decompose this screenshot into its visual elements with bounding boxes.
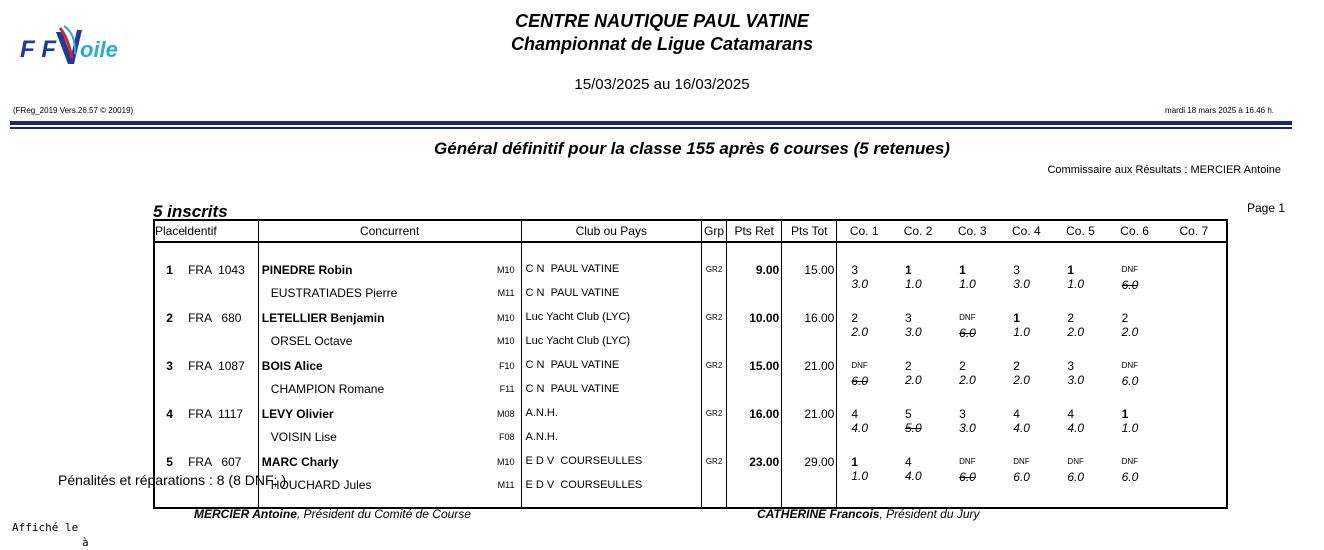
row-pts-tot: 21.00 [782, 355, 837, 403]
row-skipper [258, 355, 521, 379]
table-row [154, 307, 1227, 331]
row-pts-tot: 29.00 [782, 451, 837, 499]
race-score: 1.0 [959, 277, 976, 291]
row-place: 1 [166, 263, 173, 277]
race-cell [945, 355, 999, 403]
race-cell [1108, 259, 1162, 307]
skipper-category: M10 [497, 313, 515, 323]
race-cell-empty [1162, 355, 1227, 403]
col-co3: Co. 3 [945, 220, 999, 242]
header-divider [10, 121, 1292, 125]
race-cell [891, 451, 945, 499]
affiche-le [12, 520, 89, 550]
race-cell [1053, 259, 1107, 307]
row-group: GR2 [702, 307, 727, 355]
race-place: 2 [1013, 359, 1020, 373]
jury-signature [757, 507, 980, 521]
crew-club: E D V COURSEULLES [521, 475, 702, 499]
col-co7: Co. 7 [1162, 220, 1227, 242]
table-header [154, 220, 1227, 242]
skipper-category: M10 [497, 457, 515, 467]
crew-club: Luc Yacht Club (LYC) [521, 331, 702, 355]
row-place: 4 [166, 407, 173, 421]
row-crew [258, 331, 521, 355]
race-score: 2.0 [1121, 325, 1139, 339]
race-place: 1 [959, 263, 966, 277]
race-place: 3 [851, 263, 859, 277]
race-score: 2.0 [1013, 373, 1030, 387]
race-score: 6.0 [1067, 470, 1085, 484]
race-cell [891, 355, 945, 403]
race-score: 4.0 [1067, 421, 1085, 435]
race-place: 1 [905, 263, 912, 277]
col-grp: Grp [702, 220, 727, 242]
race-place: 4 [1013, 407, 1020, 421]
crew-category: F11 [499, 384, 515, 394]
race-cell [837, 451, 891, 499]
svg-text:FF: FF [20, 36, 56, 63]
race-place: DNF [851, 361, 868, 370]
race-score: 2.0 [905, 373, 922, 387]
row-pts-ret: 9.00 [727, 259, 782, 307]
crew-category: M11 [497, 480, 515, 490]
table-row [154, 259, 1227, 283]
race-place: 4 [1067, 407, 1075, 421]
race-cell [999, 307, 1053, 355]
page-number: Page 1 [1247, 201, 1286, 215]
race-score: 3.0 [851, 277, 869, 291]
race-cell [1053, 403, 1107, 451]
race-place: 2 [959, 359, 966, 373]
row-crew [258, 379, 521, 403]
col-concurrent: Concurrent [258, 220, 521, 242]
inscrits-count: 5 inscrits [153, 202, 228, 221]
race-score: 6.0 [851, 374, 869, 388]
race-cell [1053, 355, 1107, 403]
row-identif-text: FRA 680 [188, 311, 242, 325]
race-score: 4.0 [1013, 421, 1030, 435]
race-place: 1 [1121, 407, 1129, 421]
skipper-name: LETELLIER Benjamin [261, 311, 385, 325]
results-table [153, 219, 1228, 509]
race-score: 2.0 [1067, 325, 1085, 339]
race-committee-signature [194, 507, 471, 521]
row-identif [184, 307, 258, 355]
race-place: DNF [1067, 457, 1084, 466]
race-cell [1108, 403, 1162, 451]
race-place: DNF [1121, 457, 1139, 466]
row-place: 2 [166, 311, 173, 325]
crew-club: C N PAUL VATINE [521, 379, 702, 403]
event-title: CENTRE NAUTIQUE PAUL VATINE [515, 11, 809, 31]
race-place: DNF [1013, 457, 1030, 466]
race-cell [945, 451, 999, 499]
affiche-line1: Affiché le [12, 521, 79, 534]
race-place: 2 [905, 359, 912, 373]
commissaire: Commissaire aux Résultats : MERCIER Antoine [1047, 164, 1281, 176]
row-pts-tot: 16.00 [782, 307, 837, 355]
print-date: mardi 18 mars 2025 à 16.46 h. [1165, 106, 1274, 115]
race-cell-empty [1162, 451, 1227, 499]
race-place: 4 [905, 455, 912, 469]
affiche-line2: à [82, 536, 89, 549]
race-score: 6.0 [1121, 374, 1139, 388]
crew-category: M10 [497, 336, 515, 346]
race-place: 1 [851, 455, 859, 469]
skipper-name: MARC Charly [261, 455, 339, 469]
race-place: DNF [959, 313, 976, 322]
col-co6: Co. 6 [1108, 220, 1162, 242]
software-version: (FReg_2019 Vers.26.57 © 20019) [13, 106, 134, 115]
race-place: 3 [905, 311, 912, 325]
race-cell [1053, 451, 1107, 499]
race-place: 4 [851, 407, 859, 421]
skipper-name: PINEDRE Robin [261, 263, 353, 277]
race-place: DNF [959, 457, 976, 466]
race-cell [891, 259, 945, 307]
row-crew [258, 427, 521, 451]
row-identif [184, 355, 258, 403]
row-identif-text: FRA 1043 [188, 263, 245, 277]
sig2-name: CATHERINE Francois [757, 507, 880, 521]
race-score: 6.0 [1013, 470, 1030, 484]
race-score: 5.0 [905, 421, 922, 435]
race-place: 3 [1067, 359, 1075, 373]
col-pts-ret: Pts Ret [727, 220, 782, 242]
race-cell [891, 403, 945, 451]
row-identif [184, 403, 258, 451]
table-row [154, 403, 1227, 427]
svg-text:oile: oile [80, 37, 118, 62]
skipper-category: F10 [499, 361, 515, 371]
row-identif [184, 259, 258, 307]
race-score: 3.0 [1013, 277, 1030, 291]
crew-name: HOUCHARD Jules [270, 478, 372, 492]
sig1-name: MERCIER Antoine [194, 507, 297, 521]
skipper-club: E D V COURSEULLES [521, 451, 702, 475]
race-score: 1.0 [905, 277, 922, 291]
race-place: 5 [905, 407, 912, 421]
race-place: 2 [851, 311, 859, 325]
race-cell-empty [1162, 307, 1227, 355]
row-place: 5 [166, 455, 173, 469]
header-divider-thin [10, 127, 1292, 129]
race-place: 1 [1013, 311, 1020, 325]
event-dates: 15/03/2025 au 16/03/2025 [574, 76, 750, 93]
col-club: Club ou Pays [521, 220, 702, 242]
race-cell [837, 307, 891, 355]
crew-category: M11 [497, 288, 515, 298]
race-score: 3.0 [1067, 373, 1085, 387]
race-score: 6.0 [1121, 278, 1139, 292]
race-place: 2 [1121, 311, 1129, 325]
row-pts-ret: 16.00 [727, 403, 782, 451]
row-skipper [258, 451, 521, 475]
race-place: DNF [1121, 265, 1139, 274]
race-score: 4.0 [851, 421, 869, 435]
race-score: 4.0 [905, 469, 922, 483]
row-pts-ret: 23.00 [727, 451, 782, 499]
skipper-name: BOIS Alice [261, 359, 323, 373]
col-co4: Co. 4 [999, 220, 1053, 242]
results-title: Général définitif pour la classe 155 après 6 courses (5 retenues) [434, 139, 950, 158]
race-score: 2.0 [851, 325, 869, 339]
row-skipper [258, 403, 521, 427]
crew-category: F08 [499, 432, 515, 442]
race-cell [945, 307, 999, 355]
row-identif-text: FRA 1087 [188, 359, 245, 373]
skipper-club: A.N.H. [521, 403, 702, 427]
row-pts-tot: 15.00 [782, 259, 837, 307]
race-cell [999, 355, 1053, 403]
race-cell [1053, 307, 1107, 355]
row-identif-text: FRA 1117 [188, 407, 243, 421]
crew-club: C N PAUL VATINE [521, 283, 702, 307]
race-cell-empty [1162, 259, 1227, 307]
skipper-category: M10 [497, 265, 515, 275]
race-score: 1.0 [1067, 277, 1085, 291]
race-place: 3 [959, 407, 966, 421]
crew-name: EUSTRATIADES Pierre [270, 286, 398, 300]
race-cell [837, 259, 891, 307]
race-place: 2 [1067, 311, 1075, 325]
row-place: 3 [166, 359, 173, 373]
sig2-role: , Président du Jury [879, 507, 980, 521]
col-identif: Identif [184, 220, 258, 242]
race-cell [837, 355, 891, 403]
crew-club: A.N.H. [521, 427, 702, 451]
race-score: 3.0 [959, 421, 976, 435]
row-pts-ret: 10.00 [727, 307, 782, 355]
skipper-club: C N PAUL VATINE [521, 259, 702, 283]
row-group: GR2 [702, 355, 727, 403]
row-pts-ret: 15.00 [727, 355, 782, 403]
race-cell [1108, 307, 1162, 355]
table-row [154, 355, 1227, 379]
race-cell [999, 259, 1053, 307]
race-score: 6.0 [1121, 470, 1139, 484]
skipper-club: Luc Yacht Club (LYC) [521, 307, 702, 331]
race-score: 1.0 [1013, 325, 1030, 339]
col-co2: Co. 2 [891, 220, 945, 242]
row-crew [258, 283, 521, 307]
event-subtitle: Championnat de Ligue Catamarans [510, 34, 814, 54]
race-place: 3 [1013, 263, 1020, 277]
col-co5: Co. 5 [1053, 220, 1107, 242]
row-identif-text: FRA 607 [188, 455, 242, 469]
col-pts-tot: Pts Tot [782, 220, 837, 242]
race-score: 6.0 [959, 470, 976, 484]
table-row [154, 451, 1227, 475]
row-pts-tot: 21.00 [782, 403, 837, 451]
race-score: 2.0 [959, 373, 976, 387]
skipper-category: M08 [497, 409, 515, 419]
race-cell [999, 451, 1053, 499]
race-cell [945, 403, 999, 451]
race-place: DNF [1121, 361, 1139, 370]
race-cell [999, 403, 1053, 451]
row-skipper [258, 307, 521, 331]
col-place: Place [154, 220, 184, 242]
sig1-role: , Président du Comité de Course [296, 507, 471, 521]
race-score: 1.0 [1121, 421, 1139, 435]
row-group: GR2 [702, 403, 727, 451]
race-cell [945, 259, 999, 307]
crew-name: VOISIN Lise [270, 430, 337, 444]
crew-name: ORSEL Octave [270, 334, 353, 348]
race-cell [1108, 355, 1162, 403]
race-score: 6.0 [959, 326, 976, 340]
race-cell [837, 403, 891, 451]
row-skipper [258, 259, 521, 283]
skipper-club: C N PAUL VATINE [521, 355, 702, 379]
row-group: GR2 [702, 451, 727, 499]
skipper-name: LEVY Olivier [261, 407, 334, 421]
col-co1: Co. 1 [837, 220, 891, 242]
race-cell-empty [1162, 403, 1227, 451]
race-place: 1 [1067, 263, 1075, 277]
crew-name: CHAMPION Romane [270, 382, 385, 396]
penalties: Pénalités et réparations : 8 (8 DNF; ) [58, 472, 286, 488]
race-score: 1.0 [851, 469, 869, 483]
race-cell [1108, 451, 1162, 499]
race-cell [891, 307, 945, 355]
row-group: GR2 [702, 259, 727, 307]
row-crew [258, 475, 521, 499]
race-score: 3.0 [905, 325, 922, 339]
